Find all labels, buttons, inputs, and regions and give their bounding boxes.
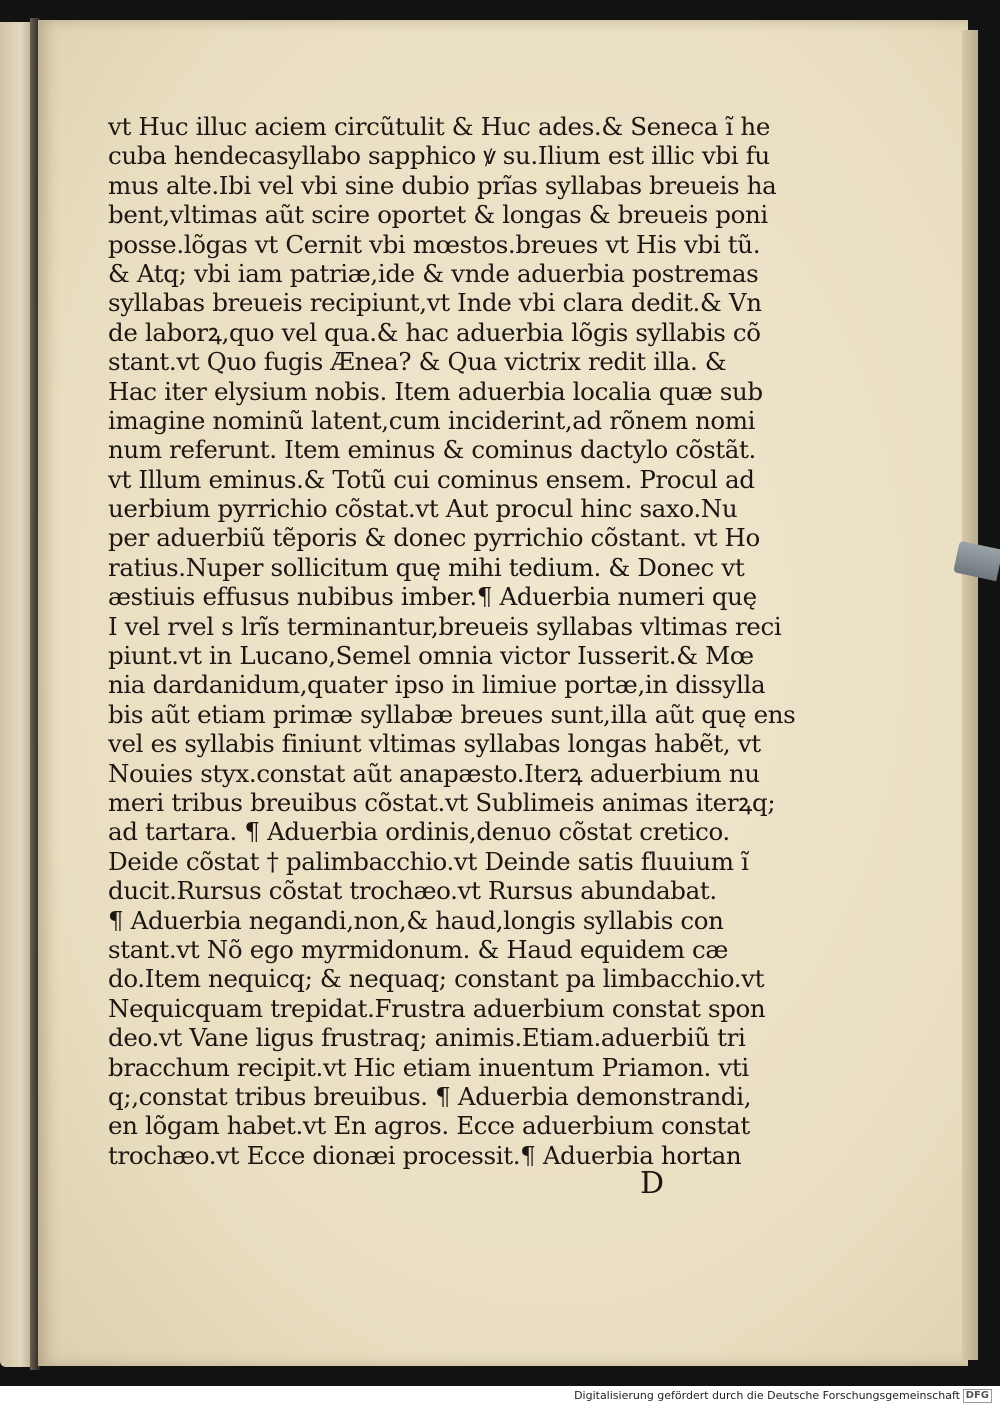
text-line: num referunt. Item eminus & cominus dactylo cõstãt. [108, 435, 756, 465]
text-line: syllabas breueis recipiunt,vt Inde vbi clara dedit.& Vn [108, 288, 762, 318]
text-line: stant.vt Quo fugis Ænea? & Qua victrix redit illa. & [108, 347, 727, 377]
text-line: vt Illum eminus.& Totũ cui cominus ensem. Procul ad [108, 464, 755, 494]
text-line: & Atq; vbi iam patriæ,ide & vnde aduerbia postremas [108, 258, 759, 288]
signature-mark: D [640, 1166, 665, 1201]
text-line: Deide cõstat † palimbacchio.vt Deinde satis fluuium ĩ [108, 846, 749, 876]
text-line: I vel rvel s lrĩs terminantur,breueis syllabas vltimas reci [108, 611, 782, 641]
text-line: deo.vt Vane ligus frustraq; animis.Etiam.aduerbiũ tri [108, 1023, 746, 1053]
text-line: mus alte.Ibi vel vbi sine dubio prĩas syllabas breueis ha [108, 170, 777, 200]
text-line: ad tartara. ¶ Aduerbia ordinis,denuo cõstat cretico. [108, 817, 730, 847]
page-edge [962, 30, 978, 1360]
text-line: piunt.vt in Lucano,Semel omnia victor Iusserit.& Mœ [108, 641, 754, 671]
text-line: trochæo.vt Ecce dionæi processit.¶ Aduerbia hortan [108, 1140, 742, 1170]
text-line: per aduerbiũ tẽporis & donec pyrrichio cõstant. vt Ho [108, 523, 760, 553]
text-line: vel es syllabis finiunt vltimas syllabas longas habẽt, vt [108, 729, 761, 759]
facing-page-edge [0, 22, 34, 1367]
text-line: do.Item nequicq; & nequaq; constant pa limbacchio.vt [108, 964, 765, 994]
text-line: posse.lõgas vt Cernit vbi mœstos.breues vt His vbi tũ. [108, 229, 761, 259]
text-line: bracchum recipit.vt Hic etiam inuentum Priamon. vti [108, 1052, 749, 1082]
text-line: cuba hendecasyllabo sapphico ꝟ su.Ilium est illic vbi fu [108, 141, 770, 171]
text-line: Hac iter elysium nobis. Item aduerbia localia quæ sub [108, 376, 763, 406]
text-line: bis aũt etiam primæ syllabæ breues sunt,illa aũt quę ens [108, 699, 796, 729]
text-line: nia dardanidum,quater ipso in limiue portæ,in dissylla [108, 670, 766, 700]
text-line: stant.vt Nõ ego myrmidonum. & Haud equidem cæ [108, 934, 729, 964]
text-line: Nouies styx.constat aũt anapæsto.Iterꝝ aduerbium nu [108, 758, 760, 788]
text-line: en lõgam habet.vt En agros. Ecce aduerbium constat [108, 1111, 750, 1141]
text-line: æstiuis effusus nubibus imber.¶ Aduerbia numeri quę [108, 582, 757, 612]
footer-bar [0, 1386, 1000, 1406]
text-line: imagine nominũ latent,cum inciderint,ad rõnem nomi [108, 405, 756, 435]
body-text [108, 112, 796, 1170]
digitization-credit: Digitalisierung gefördert durch die Deutsche Forschungsgemeinschaft [574, 1389, 960, 1402]
text-line: meri tribus breuibus cõstat.vt Sublimeis animas iterꝝq; [108, 787, 776, 817]
text-line: ¶ Aduerbia negandi,non,& haud,longis syllabis con [108, 905, 724, 935]
text-line: ratius.Nuper sollicitum quę mihi tedium. & Donec vt [108, 552, 745, 582]
text-line: de laborꝝ,quo vel qua.& hac aduerbia lõgis syllabis cõ [108, 317, 761, 347]
text-line: ducit.Rursus cõstat trochæo.vt Rursus abundabat. [108, 876, 717, 906]
text-line: bent,vltimas aũt scire oportet & longas & breueis poni [108, 200, 768, 230]
text-line: Nequicquam trepidat.Frustra aduerbium constat spon [108, 993, 766, 1023]
dfg-logo-icon: DFG [963, 1389, 992, 1403]
text-line: vt Huc illuc aciem circũtulit & Huc ades.& Seneca ĩ he [108, 112, 770, 141]
text-line: uerbium pyrrichio cõstat.vt Aut procul hinc saxo.Nu [108, 494, 738, 524]
text-line: q;,constat tribus breuibus. ¶ Aduerbia demonstrandi, [108, 1081, 752, 1111]
